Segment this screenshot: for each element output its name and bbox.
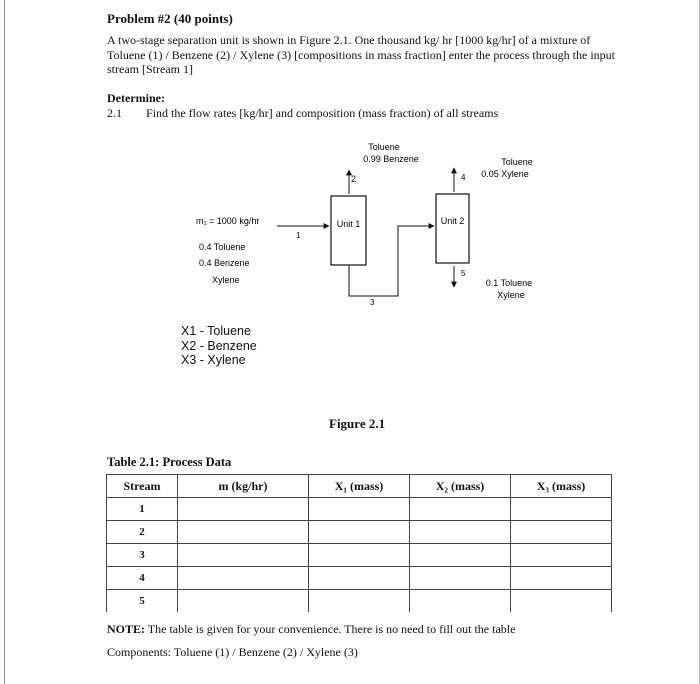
stream4-comp-2: 0.05 Xylene bbox=[481, 169, 529, 179]
feed-comp-toluene: 0.4 Toluene bbox=[199, 242, 246, 252]
header-x3: X₃ (mass) bbox=[511, 475, 612, 498]
table-row bbox=[107, 590, 612, 613]
header-x1: X₁ (mass) bbox=[309, 475, 410, 498]
flow-cell[interactable] bbox=[178, 498, 309, 521]
unit2-label: Unit 2 bbox=[440, 216, 465, 226]
table-caption: Table 2.1: Process Data bbox=[107, 455, 232, 469]
header-x2: X₂ (mass) bbox=[410, 475, 511, 498]
stream-number-cell: 3 bbox=[107, 544, 178, 567]
x3-cell[interactable] bbox=[511, 567, 612, 590]
flow-cell[interactable] bbox=[178, 590, 309, 613]
component-legend bbox=[181, 324, 257, 368]
x3-cell[interactable] bbox=[511, 521, 612, 544]
x1-cell[interactable] bbox=[309, 590, 410, 613]
stream4-number: 4 bbox=[461, 173, 466, 182]
table-row bbox=[107, 567, 612, 590]
stream-number-cell: 2 bbox=[107, 521, 178, 544]
process-data-table bbox=[106, 474, 612, 612]
x3-cell[interactable] bbox=[511, 590, 612, 613]
problem-title: Problem #2 (40 points) bbox=[107, 11, 233, 26]
x2-cell[interactable] bbox=[410, 590, 511, 613]
x3-cell[interactable] bbox=[511, 498, 612, 521]
table-row bbox=[107, 521, 612, 544]
x2-cell[interactable] bbox=[410, 544, 511, 567]
x2-cell[interactable] bbox=[410, 521, 511, 544]
stream2-number: 2 bbox=[351, 174, 357, 184]
flow-cell[interactable] bbox=[178, 567, 309, 590]
stream4-comp-1: Toluene bbox=[501, 157, 533, 167]
header-stream: Stream bbox=[107, 475, 178, 498]
stream-number-cell: 4 bbox=[107, 567, 178, 590]
determine-item-text: Find the flow rates [kg/hr] and composition (mass fraction) of all streams bbox=[146, 106, 499, 120]
unit1-box bbox=[331, 196, 366, 265]
legend-x2: X2 - Benzene bbox=[181, 338, 257, 353]
note-text: The table is given for your convenience. There is no need to fill out the table bbox=[145, 622, 516, 636]
table-header-row bbox=[107, 475, 612, 498]
problem-intro: A two-stage separation unit is shown in Figure 2.1. One thousand kg/ hr [1000 kg/hr] of a mixture of Toluene (1) / Benzene (2) / Xylene (3) [compositions in mass fraction] enter the process through the input stream [Stream 1] bbox=[107, 33, 616, 76]
stream-number-cell: 1 bbox=[107, 498, 178, 521]
table-row bbox=[107, 498, 612, 521]
determine-heading: Determine: bbox=[107, 91, 165, 105]
stream2-comp-1: Toluene bbox=[368, 142, 400, 152]
x3-cell[interactable] bbox=[511, 544, 612, 567]
components-line: Components: Toluene (1) / Benzene (2) / Xylene (3) bbox=[107, 645, 358, 659]
x2-cell[interactable] bbox=[410, 498, 511, 521]
x1-cell[interactable] bbox=[309, 521, 410, 544]
header-flow: m (kg/hr) bbox=[178, 475, 309, 498]
stream5-comp-1: 0.1 Toluene bbox=[485, 278, 533, 288]
stream1-number: 1 bbox=[296, 231, 301, 240]
feed-comp-benzene: 0.4 Benzene bbox=[199, 258, 250, 268]
table-note bbox=[107, 622, 515, 637]
legend-x3: X3 - Xylene bbox=[181, 353, 246, 367]
x1-cell[interactable] bbox=[309, 567, 410, 590]
note-label: NOTE: bbox=[107, 622, 146, 636]
figure-caption: Figure 2.1 bbox=[329, 416, 386, 431]
stream2-comp-2: 0.99 Benzene bbox=[363, 154, 419, 164]
unit1-label: Unit 1 bbox=[336, 219, 361, 229]
determine-item-number: 2.1 bbox=[107, 106, 122, 120]
x1-cell[interactable] bbox=[309, 544, 410, 567]
x2-cell[interactable] bbox=[410, 567, 511, 590]
stream5-comp-2: Xylene bbox=[497, 290, 525, 300]
stream3-number: 3 bbox=[370, 298, 375, 307]
x1-cell[interactable] bbox=[309, 498, 410, 521]
feed-flow: m₁ = 1000 kg/hr bbox=[196, 216, 260, 226]
table-row bbox=[107, 544, 612, 567]
flow-cell[interactable] bbox=[178, 544, 309, 567]
stream5-number: 5 bbox=[461, 269, 466, 278]
unit2-box bbox=[436, 194, 469, 263]
stream-number-cell: 5 bbox=[107, 590, 178, 613]
feed-comp-xylene: Xylene bbox=[212, 275, 240, 285]
legend-x1: X1 - Toluene bbox=[181, 324, 251, 338]
flow-cell[interactable] bbox=[178, 521, 309, 544]
